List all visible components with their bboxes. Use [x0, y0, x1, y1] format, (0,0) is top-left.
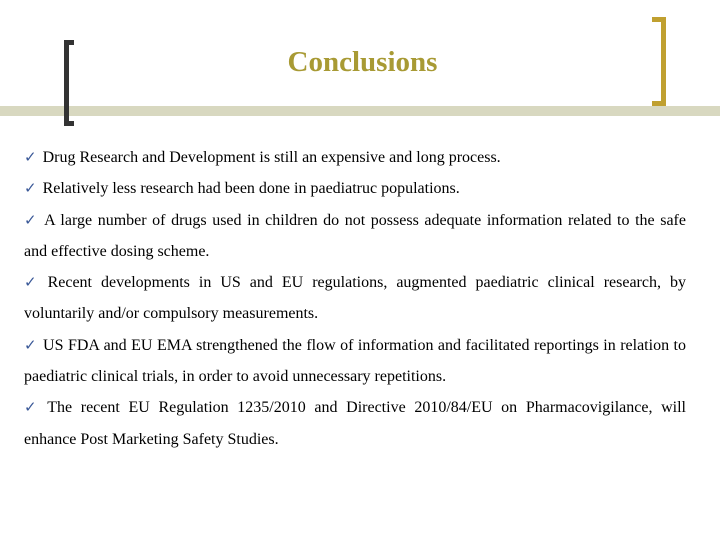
bullet-text: Drug Research and Development is still an expensive and long process. [42, 149, 501, 166]
bullet-item [24, 142, 686, 173]
bullet-text: US FDA and EU EMA strengthened the flow of information and facilitated reportings in relation to paediatric clinical trials, in order to avoid unnecessary repetitions. [24, 336, 686, 386]
bullet-text: Relatively less research had been done in paediatruc populations. [42, 180, 460, 198]
bullet-item [24, 205, 686, 268]
checkmark-icon: ✓ [24, 148, 37, 166]
checkmark-icon: ✓ [24, 273, 42, 292]
slide-title: Conclusions [287, 46, 438, 78]
bullet-item [24, 173, 686, 204]
checkmark-icon: ✓ [24, 179, 37, 198]
right-bracket-decoration [652, 17, 666, 106]
checkmark-icon: ✓ [24, 210, 39, 229]
bullet-item [24, 267, 686, 330]
checkmark-icon: ✓ [24, 335, 38, 354]
checkmark-icon: ✓ [24, 398, 42, 417]
bullet-item [24, 392, 686, 455]
bullet-list [24, 142, 686, 455]
left-bracket-decoration [64, 40, 74, 126]
bullet-text: Recent developments in US and EU regulations, augmented paediatric clinical research, by voluntarily and/or compulsory measurements. [24, 274, 686, 323]
bullet-text: A large number of drugs used in children do not possess adequate information related to the safe and effective dosing scheme. [24, 211, 686, 260]
title-underline-bar [0, 106, 720, 116]
bullet-item [24, 330, 686, 393]
bullet-text: The recent EU Regulation 1235/2010 and Directive 2010/84/EU on Pharmacovigilance, will enhance Post Marketing Safety Studies. [24, 399, 686, 448]
